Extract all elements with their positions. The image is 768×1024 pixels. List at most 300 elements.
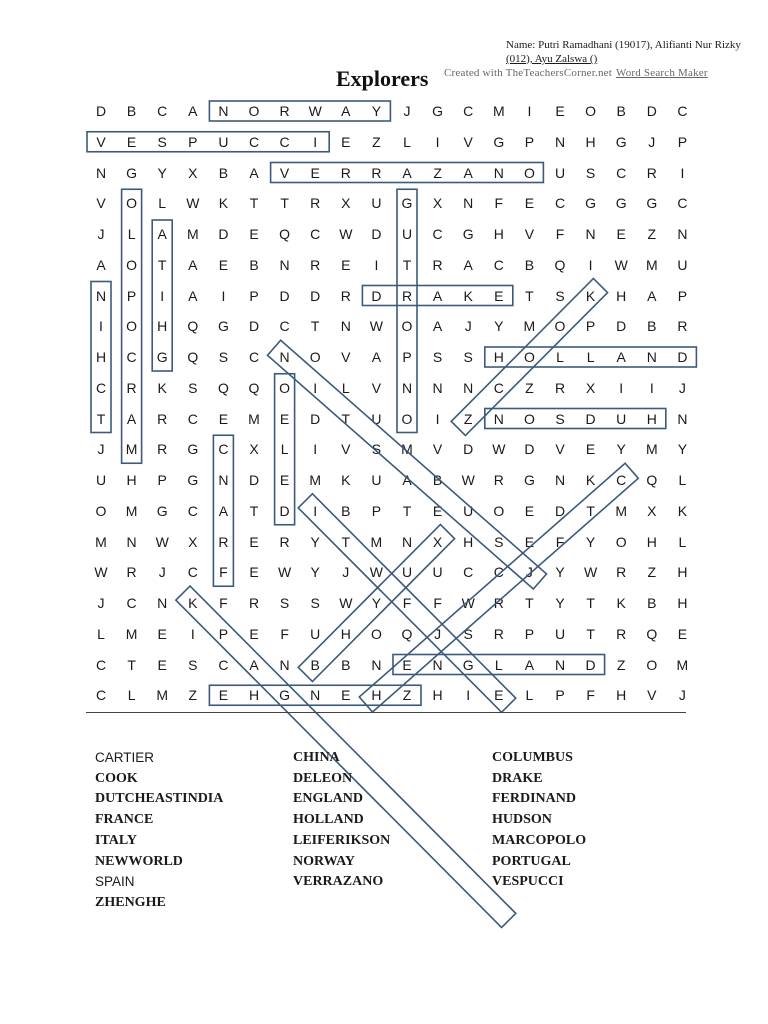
- grid-letter[interactable]: R: [340, 164, 351, 181]
- grid-letter[interactable]: D: [463, 441, 474, 458]
- grid-letter[interactable]: E: [524, 502, 535, 519]
- grid-letter[interactable]: H: [432, 687, 443, 704]
- grid-letter[interactable]: A: [188, 287, 198, 304]
- grid-letter[interactable]: H: [493, 226, 504, 242]
- grid-letter[interactable]: E: [555, 103, 565, 119]
- grid-letter[interactable]: A: [126, 410, 137, 427]
- grid-letter[interactable]: C: [126, 595, 137, 611]
- grid-letter[interactable]: S: [463, 625, 473, 642]
- grid-letter[interactable]: W: [94, 564, 108, 581]
- grid-letter[interactable]: W: [277, 564, 292, 581]
- grid-letter[interactable]: U: [432, 564, 443, 581]
- grid-letter[interactable]: J: [97, 226, 105, 242]
- grid-letter[interactable]: C: [554, 195, 566, 212]
- grid-letter[interactable]: H: [616, 687, 627, 704]
- grid-letter[interactable]: B: [647, 595, 657, 611]
- grid-letter[interactable]: O: [523, 410, 535, 427]
- grid-letter[interactable]: G: [462, 656, 474, 673]
- grid-letter[interactable]: N: [95, 164, 107, 181]
- grid-letter[interactable]: I: [99, 318, 103, 335]
- grid-letter[interactable]: Q: [187, 349, 199, 365]
- grid-letter[interactable]: S: [555, 287, 565, 304]
- grid-letter[interactable]: E: [402, 656, 412, 673]
- grid-letter[interactable]: T: [341, 410, 351, 427]
- grid-letter[interactable]: E: [249, 625, 259, 642]
- grid-letter[interactable]: J: [342, 564, 350, 581]
- grid-letter[interactable]: T: [280, 195, 289, 212]
- grid-letter[interactable]: O: [615, 533, 627, 550]
- grid-letter[interactable]: M: [370, 533, 383, 550]
- grid-letter[interactable]: J: [648, 133, 656, 150]
- grid-letter[interactable]: K: [218, 195, 229, 212]
- grid-letter[interactable]: B: [341, 502, 351, 519]
- grid-letter[interactable]: L: [494, 656, 503, 673]
- grid-letter[interactable]: H: [616, 287, 627, 304]
- grid-letter[interactable]: A: [524, 656, 535, 673]
- grid-letter[interactable]: S: [310, 595, 320, 611]
- grid-letter[interactable]: S: [463, 349, 473, 365]
- grid-letter[interactable]: L: [586, 349, 595, 365]
- grid-letter[interactable]: M: [401, 441, 413, 458]
- grid-letter[interactable]: O: [248, 103, 260, 119]
- grid-letter[interactable]: E: [249, 564, 259, 581]
- grid-letter[interactable]: P: [218, 625, 229, 642]
- grid-letter[interactable]: F: [555, 226, 565, 242]
- grid-letter[interactable]: G: [187, 472, 199, 488]
- grid-letter[interactable]: C: [187, 410, 198, 427]
- grid-letter[interactable]: M: [309, 472, 322, 488]
- grid-letter[interactable]: O: [126, 195, 138, 212]
- grid-letter[interactable]: C: [616, 164, 627, 181]
- grid-letter[interactable]: H: [248, 687, 260, 704]
- grid-letter[interactable]: N: [554, 133, 566, 150]
- grid-letter[interactable]: I: [221, 287, 226, 304]
- grid-letter[interactable]: Y: [157, 164, 167, 181]
- grid-letter[interactable]: O: [493, 502, 505, 519]
- grid-letter[interactable]: S: [432, 349, 443, 365]
- grid-letter[interactable]: P: [524, 625, 535, 642]
- grid-letter[interactable]: C: [248, 349, 260, 365]
- grid-letter[interactable]: N: [279, 349, 290, 365]
- grid-letter[interactable]: C: [126, 349, 137, 365]
- grid-letter[interactable]: R: [279, 103, 290, 119]
- grid-letter[interactable]: F: [494, 195, 504, 212]
- grid-letter[interactable]: H: [126, 472, 137, 488]
- grid-letter[interactable]: P: [188, 133, 198, 150]
- grid-letter[interactable]: Y: [310, 564, 320, 581]
- grid-letter[interactable]: H: [371, 687, 382, 704]
- grid-letter[interactable]: J: [678, 379, 686, 396]
- grid-letter[interactable]: U: [554, 625, 566, 642]
- grid-letter[interactable]: O: [126, 256, 138, 273]
- grid-letter[interactable]: Q: [248, 379, 260, 396]
- grid-letter[interactable]: N: [677, 410, 688, 427]
- grid-letter[interactable]: N: [463, 379, 474, 396]
- grid-letter[interactable]: G: [585, 195, 597, 212]
- grid-letter[interactable]: Z: [647, 226, 657, 242]
- grid-letter[interactable]: U: [95, 472, 107, 488]
- grid-letter[interactable]: Y: [677, 441, 688, 458]
- grid-letter[interactable]: O: [95, 502, 107, 519]
- grid-letter[interactable]: N: [401, 379, 413, 396]
- grid-letter[interactable]: Z: [402, 687, 412, 704]
- grid-letter[interactable]: I: [435, 410, 440, 427]
- grid-letter[interactable]: M: [492, 103, 505, 119]
- grid-letter[interactable]: B: [341, 656, 351, 673]
- grid-letter[interactable]: C: [218, 656, 229, 673]
- grid-letter[interactable]: Y: [616, 441, 626, 458]
- grid-letter[interactable]: K: [616, 595, 626, 611]
- grid-letter[interactable]: E: [218, 256, 229, 273]
- grid-letter[interactable]: G: [615, 195, 627, 212]
- grid-letter[interactable]: X: [341, 195, 351, 212]
- grid-letter[interactable]: D: [371, 287, 382, 304]
- grid-letter[interactable]: T: [96, 410, 106, 427]
- grid-letter[interactable]: T: [249, 502, 259, 519]
- grid-letter[interactable]: K: [341, 472, 351, 488]
- grid-letter[interactable]: I: [374, 256, 379, 273]
- grid-letter[interactable]: A: [402, 164, 412, 181]
- grid-letter[interactable]: L: [280, 441, 289, 458]
- grid-letter[interactable]: D: [646, 103, 657, 119]
- grid-letter[interactable]: G: [646, 195, 658, 212]
- grid-letter[interactable]: R: [493, 625, 504, 642]
- grid-letter[interactable]: I: [435, 133, 440, 150]
- grid-letter[interactable]: X: [647, 502, 657, 519]
- grid-letter[interactable]: G: [523, 472, 535, 488]
- grid-letter[interactable]: E: [341, 133, 351, 150]
- grid-letter[interactable]: Q: [187, 318, 199, 335]
- grid-letter[interactable]: D: [310, 287, 321, 304]
- grid-letter[interactable]: Q: [646, 625, 658, 642]
- grid-letter[interactable]: R: [677, 318, 688, 335]
- grid-letter[interactable]: M: [645, 256, 658, 273]
- grid-letter[interactable]: T: [310, 318, 320, 335]
- grid-letter[interactable]: X: [188, 533, 198, 550]
- grid-letter[interactable]: N: [432, 379, 443, 396]
- grid-letter[interactable]: W: [492, 441, 506, 458]
- grid-letter[interactable]: R: [616, 625, 627, 642]
- grid-letter[interactable]: Q: [554, 256, 566, 273]
- grid-letter[interactable]: T: [586, 502, 595, 519]
- grid-letter[interactable]: U: [371, 195, 382, 212]
- grid-letter[interactable]: U: [371, 410, 382, 427]
- grid-letter[interactable]: J: [403, 103, 411, 119]
- grid-letter[interactable]: B: [647, 318, 657, 335]
- grid-letter[interactable]: H: [646, 410, 657, 427]
- grid-letter[interactable]: W: [339, 595, 353, 611]
- grid-letter[interactable]: E: [616, 226, 626, 242]
- grid-letter[interactable]: M: [615, 502, 628, 519]
- grid-letter[interactable]: R: [126, 379, 137, 396]
- grid-letter[interactable]: Y: [555, 564, 565, 581]
- grid-letter[interactable]: W: [155, 533, 169, 550]
- grid-letter[interactable]: D: [248, 472, 260, 488]
- grid-letter[interactable]: C: [463, 103, 474, 119]
- grid-letter[interactable]: B: [432, 472, 443, 488]
- grid-letter[interactable]: M: [125, 502, 138, 519]
- grid-letter[interactable]: I: [649, 379, 654, 396]
- grid-letter[interactable]: Q: [646, 472, 658, 488]
- grid-letter[interactable]: H: [463, 533, 474, 550]
- grid-letter[interactable]: W: [369, 564, 383, 581]
- grid-letter[interactable]: L: [127, 226, 136, 242]
- grid-letter[interactable]: J: [678, 687, 686, 704]
- grid-letter[interactable]: R: [340, 287, 351, 304]
- grid-letter[interactable]: W: [339, 226, 353, 242]
- grid-letter[interactable]: R: [554, 379, 566, 396]
- grid-letter[interactable]: G: [156, 502, 168, 519]
- grid-letter[interactable]: F: [402, 595, 412, 611]
- grid-letter[interactable]: V: [341, 349, 351, 365]
- grid-letter[interactable]: K: [463, 287, 473, 304]
- grid-letter[interactable]: E: [494, 287, 504, 304]
- grid-letter[interactable]: I: [313, 379, 318, 396]
- grid-letter[interactable]: V: [96, 195, 106, 212]
- grid-letter[interactable]: O: [554, 318, 566, 335]
- grid-letter[interactable]: Y: [585, 533, 596, 550]
- grid-letter[interactable]: E: [677, 625, 688, 642]
- grid-letter[interactable]: R: [248, 595, 260, 611]
- grid-letter[interactable]: U: [310, 625, 321, 642]
- grid-letter[interactable]: F: [555, 533, 565, 550]
- grid-letter[interactable]: N: [95, 287, 107, 304]
- grid-letter[interactable]: H: [157, 318, 168, 335]
- grid-letter[interactable]: K: [157, 379, 167, 396]
- grid-letter[interactable]: A: [188, 256, 198, 273]
- grid-letter[interactable]: Y: [310, 533, 320, 550]
- grid-letter[interactable]: H: [677, 564, 688, 581]
- grid-letter[interactable]: W: [614, 256, 628, 273]
- grid-letter[interactable]: A: [402, 472, 412, 488]
- grid-letter[interactable]: N: [340, 318, 351, 335]
- grid-letter[interactable]: G: [462, 226, 474, 242]
- grid-letter[interactable]: C: [677, 103, 688, 119]
- grid-letter[interactable]: C: [218, 441, 229, 458]
- grid-letter[interactable]: R: [401, 287, 413, 304]
- grid-letter[interactable]: P: [157, 472, 167, 488]
- grid-letter[interactable]: R: [646, 164, 657, 181]
- grid-letter[interactable]: P: [402, 349, 412, 365]
- grid-letter[interactable]: L: [127, 687, 136, 704]
- grid-letter[interactable]: V: [463, 133, 473, 150]
- grid-letter[interactable]: X: [188, 164, 198, 181]
- grid-letter[interactable]: G: [401, 195, 413, 212]
- grid-letter[interactable]: Z: [463, 410, 473, 427]
- grid-letter[interactable]: M: [125, 441, 138, 458]
- grid-letter[interactable]: M: [156, 687, 169, 704]
- grid-letter[interactable]: N: [157, 595, 168, 611]
- grid-letter[interactable]: R: [218, 533, 229, 550]
- grid-letter[interactable]: V: [279, 164, 290, 181]
- grid-letter[interactable]: H: [646, 533, 657, 550]
- grid-letter[interactable]: N: [677, 226, 688, 242]
- grid-letter[interactable]: L: [158, 195, 167, 212]
- grid-letter[interactable]: M: [125, 625, 138, 642]
- grid-letter[interactable]: E: [279, 410, 290, 427]
- grid-letter[interactable]: Z: [372, 133, 381, 150]
- grid-letter[interactable]: C: [187, 564, 198, 581]
- grid-letter[interactable]: F: [433, 595, 442, 611]
- grid-letter[interactable]: B: [249, 256, 259, 273]
- grid-letter[interactable]: K: [188, 595, 198, 611]
- grid-letter[interactable]: G: [156, 349, 168, 365]
- grid-letter[interactable]: V: [371, 379, 382, 396]
- grid-letter[interactable]: A: [96, 256, 106, 273]
- grid-letter[interactable]: T: [127, 656, 136, 673]
- grid-letter[interactable]: S: [218, 349, 229, 365]
- grid-letter[interactable]: E: [126, 133, 137, 150]
- grid-letter[interactable]: I: [588, 256, 593, 273]
- grid-letter[interactable]: O: [523, 349, 535, 365]
- grid-letter[interactable]: S: [494, 533, 504, 550]
- grid-letter[interactable]: C: [493, 564, 504, 581]
- grid-letter[interactable]: D: [677, 349, 688, 365]
- grid-letter[interactable]: I: [313, 502, 318, 519]
- grid-letter[interactable]: U: [554, 164, 566, 181]
- grid-letter[interactable]: I: [313, 441, 318, 458]
- grid-letter[interactable]: C: [187, 502, 198, 519]
- grid-letter[interactable]: R: [126, 564, 137, 581]
- grid-letter[interactable]: D: [279, 287, 290, 304]
- grid-letter[interactable]: F: [280, 625, 289, 642]
- grid-letter[interactable]: O: [401, 410, 413, 427]
- grid-letter[interactable]: B: [616, 103, 626, 119]
- grid-letter[interactable]: Q: [217, 379, 229, 396]
- grid-letter[interactable]: O: [646, 656, 658, 673]
- grid-letter[interactable]: Q: [279, 226, 291, 242]
- grid-letter[interactable]: J: [525, 564, 533, 581]
- grid-letter[interactable]: S: [279, 595, 290, 611]
- grid-letter[interactable]: N: [432, 656, 443, 673]
- grid-letter[interactable]: R: [371, 164, 382, 181]
- grid-letter[interactable]: A: [218, 502, 229, 519]
- grid-letter[interactable]: E: [341, 687, 351, 704]
- grid-letter[interactable]: N: [493, 410, 504, 427]
- grid-letter[interactable]: U: [371, 472, 382, 488]
- grid-letter[interactable]: B: [126, 103, 137, 119]
- grid-letter[interactable]: E: [432, 502, 443, 519]
- grid-letter[interactable]: L: [403, 133, 411, 150]
- grid-letter[interactable]: E: [524, 533, 535, 550]
- grid-letter[interactable]: W: [461, 595, 475, 611]
- grid-letter[interactable]: C: [279, 133, 290, 150]
- grid-letter[interactable]: T: [586, 595, 595, 611]
- grid-letter[interactable]: Z: [525, 379, 534, 396]
- grid-letter[interactable]: E: [524, 195, 535, 212]
- grid-letter[interactable]: K: [585, 472, 596, 488]
- grid-letter[interactable]: C: [157, 103, 168, 119]
- grid-letter[interactable]: N: [493, 164, 504, 181]
- grid-letter[interactable]: V: [96, 133, 106, 150]
- grid-letter[interactable]: I: [466, 687, 471, 704]
- grid-letter[interactable]: C: [493, 379, 504, 396]
- grid-letter[interactable]: C: [493, 256, 504, 273]
- grid-letter[interactable]: D: [310, 410, 321, 427]
- grid-letter[interactable]: A: [249, 656, 259, 673]
- grid-letter[interactable]: L: [556, 349, 564, 365]
- grid-letter[interactable]: S: [371, 441, 382, 458]
- grid-letter[interactable]: U: [218, 133, 229, 150]
- grid-letter[interactable]: N: [218, 472, 229, 488]
- grid-letter[interactable]: Y: [555, 595, 565, 611]
- grid-letter[interactable]: T: [341, 533, 351, 550]
- grid-letter[interactable]: V: [647, 687, 657, 704]
- grid-letter[interactable]: E: [157, 625, 167, 642]
- grid-letter[interactable]: K: [585, 287, 596, 304]
- grid-letter[interactable]: R: [493, 472, 504, 488]
- grid-letter[interactable]: N: [585, 226, 596, 242]
- grid-letter[interactable]: W: [186, 195, 200, 212]
- grid-letter[interactable]: D: [585, 410, 596, 427]
- grid-letter[interactable]: M: [523, 318, 536, 335]
- grid-letter[interactable]: H: [95, 349, 107, 365]
- grid-letter[interactable]: J: [434, 625, 442, 642]
- grid-letter[interactable]: R: [279, 533, 290, 550]
- grid-letter[interactable]: J: [97, 595, 105, 611]
- grid-letter[interactable]: W: [308, 103, 322, 119]
- grid-letter[interactable]: A: [432, 287, 443, 304]
- grid-letter[interactable]: D: [279, 502, 290, 519]
- grid-letter[interactable]: P: [555, 687, 565, 704]
- grid-letter[interactable]: J: [97, 441, 105, 458]
- grid-letter[interactable]: V: [341, 441, 351, 458]
- grid-letter[interactable]: E: [494, 687, 504, 704]
- grid-letter[interactable]: U: [616, 410, 627, 427]
- grid-letter[interactable]: N: [126, 533, 137, 550]
- grid-letter[interactable]: T: [249, 195, 259, 212]
- grid-letter[interactable]: D: [585, 656, 596, 673]
- grid-letter[interactable]: V: [524, 226, 535, 242]
- grid-letter[interactable]: E: [310, 164, 320, 181]
- grid-letter[interactable]: Z: [433, 164, 442, 181]
- grid-letter[interactable]: Y: [371, 103, 382, 119]
- grid-letter[interactable]: X: [432, 195, 443, 212]
- grid-letter[interactable]: E: [218, 410, 229, 427]
- grid-letter[interactable]: M: [645, 441, 658, 458]
- grid-letter[interactable]: A: [432, 318, 443, 335]
- grid-letter[interactable]: E: [585, 441, 596, 458]
- grid-letter[interactable]: P: [371, 502, 382, 519]
- grid-letter[interactable]: A: [341, 103, 351, 119]
- grid-letter[interactable]: H: [677, 595, 688, 611]
- grid-letter[interactable]: D: [95, 103, 107, 119]
- grid-letter[interactable]: P: [249, 287, 259, 304]
- grid-letter[interactable]: S: [157, 133, 167, 150]
- grid-letter[interactable]: F: [219, 595, 228, 611]
- grid-letter[interactable]: I: [619, 379, 624, 396]
- grid-letter[interactable]: O: [401, 318, 413, 335]
- grid-letter[interactable]: N: [646, 349, 657, 365]
- grid-letter[interactable]: I: [160, 287, 165, 304]
- grid-letter[interactable]: O: [126, 318, 138, 335]
- grid-letter[interactable]: N: [310, 687, 321, 704]
- grid-letter[interactable]: E: [218, 687, 229, 704]
- grid-letter[interactable]: J: [158, 564, 166, 581]
- grid-letter[interactable]: E: [249, 226, 259, 242]
- grid-letter[interactable]: W: [461, 472, 475, 488]
- grid-letter[interactable]: E: [157, 656, 167, 673]
- grid-letter[interactable]: G: [615, 133, 627, 150]
- grid-letter[interactable]: S: [188, 656, 198, 673]
- grid-letter[interactable]: C: [310, 226, 321, 242]
- grid-letter[interactable]: M: [95, 533, 107, 550]
- grid-letter[interactable]: N: [554, 472, 566, 488]
- grid-letter[interactable]: T: [525, 595, 534, 611]
- grid-letter[interactable]: Y: [494, 318, 504, 335]
- grid-letter[interactable]: V: [432, 441, 443, 458]
- grid-letter[interactable]: A: [616, 349, 626, 365]
